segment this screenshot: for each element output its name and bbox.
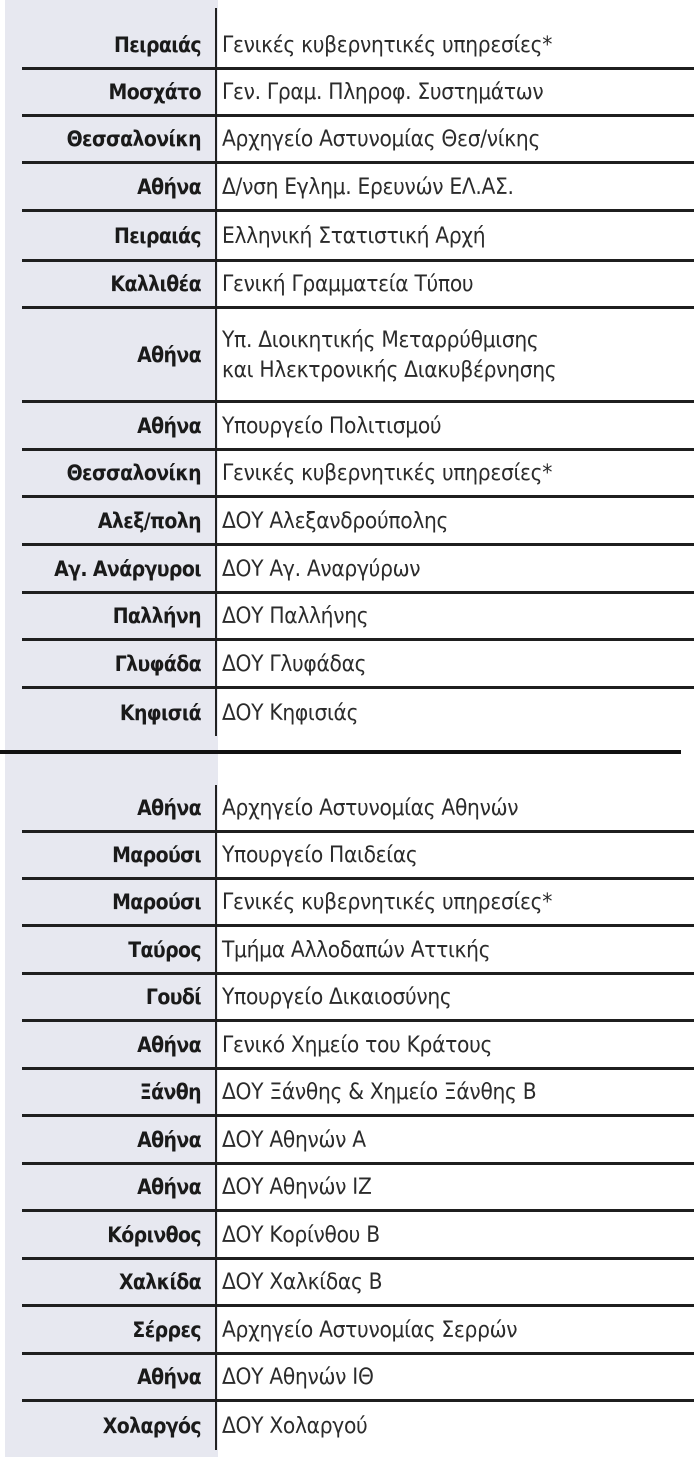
service-cell: Αρχηγείο Αστυνομίας Αθηνών — [222, 794, 519, 821]
service-cell: ΔΟΥ Αθηνών ΙΘ — [222, 1364, 374, 1390]
service-cell: Δ/νση Εγλημ. Ερευνών ΕΛ.ΑΣ. — [222, 173, 514, 200]
table-row — [22, 164, 694, 212]
location-cell: Αλεξ/πολη — [97, 508, 201, 533]
service-cell: Γεν. Γραμ. Πληροφ. Συστημάτων — [222, 79, 544, 105]
location-cell: Αθήνα — [137, 1032, 201, 1057]
location-cell: Καλλιθέα — [110, 272, 201, 296]
service-cell: ΔΟΥ Αθηνών Α — [222, 1126, 366, 1153]
location-cell: Κηφισιά — [119, 701, 201, 725]
service-cell: Υπουργείο Πολιτισμού — [222, 412, 442, 439]
location-cell: Χολαργός — [102, 1414, 201, 1438]
service-cell: ΔΟΥ Αλεξανδρούπολης — [222, 507, 449, 534]
location-cell: Αθήνα — [137, 174, 201, 199]
location-cell: Μαρούσι — [112, 890, 201, 914]
service-cell: ΔΟΥ Ξάνθης & Χημείο Ξάνθης Β — [222, 1079, 537, 1105]
location-cell: Κόρινθος — [107, 1222, 201, 1247]
service-cell: Υπουργείο Παιδείας — [222, 842, 418, 868]
location-cell: Μοσχάτο — [108, 80, 201, 104]
location-cell: Πειραιάς — [114, 32, 201, 57]
table-row — [22, 785, 694, 833]
service-cell: ΔΟΥ Αγ. Αναργύρων — [222, 555, 421, 582]
table-row — [22, 262, 694, 309]
service-cell: Γενικό Χημείο του Κράτους — [222, 1031, 493, 1058]
service-cell: ΔΟΥ Κορίνθου Β — [222, 1221, 380, 1248]
table-row — [22, 546, 694, 594]
location-cell: Μαρούσι — [112, 843, 201, 867]
location-cell: Αθήνα — [137, 795, 201, 820]
location-cell: Γουδί — [145, 985, 201, 1009]
service-cell: ΔΟΥ Κηφισιάς — [222, 700, 359, 726]
table-row — [22, 1070, 694, 1117]
table-row — [22, 212, 694, 262]
table-row — [22, 70, 694, 117]
service-cell: Γενική Γραμματεία Τύπου — [222, 271, 474, 297]
section-divider — [0, 750, 681, 754]
location-cell: Χαλκίδα — [118, 1270, 201, 1294]
service-line-2: και Ηλεκτρονικής Διακυβέρνησης — [222, 356, 557, 383]
location-cell: Ταύρος — [128, 937, 201, 962]
location-cell: Αθήνα — [137, 342, 201, 367]
service-cell: ΔΟΥ Αθηνών ΙΖ — [222, 1174, 372, 1200]
service-line-1: Υπ. Διοικητικής Μεταρρύθμισης — [222, 326, 539, 353]
table-row — [22, 1355, 694, 1402]
table-row — [22, 1165, 694, 1212]
table-row — [22, 1212, 694, 1260]
table-row — [22, 1022, 694, 1070]
table-row — [22, 975, 694, 1022]
location-cell: Αγ. Ανάργυροι — [54, 556, 201, 581]
table-row — [22, 594, 694, 641]
location-cell: Αθήνα — [137, 413, 201, 438]
table-row — [22, 451, 694, 498]
table-row — [22, 498, 694, 546]
table-row — [22, 1117, 694, 1165]
table-row — [22, 927, 694, 975]
service-cell: ΔΟΥ Χολαργού — [222, 1413, 368, 1439]
location-cell: Αθήνα — [137, 1175, 201, 1199]
service-cell — [208, 325, 556, 385]
table-row — [22, 22, 694, 70]
service-cell: ΔΟΥ Χαλκίδας Β — [222, 1269, 383, 1295]
table-row — [22, 641, 694, 689]
service-cell: Γενικές κυβερνητικές υπηρεσίες* — [222, 460, 553, 486]
location-cell: Αθήνα — [137, 1365, 201, 1389]
table-row — [22, 880, 694, 927]
location-cell: Σέρρες — [132, 1317, 201, 1342]
table-row — [22, 689, 694, 737]
service-cell: Αρχηγείο Αστυνομίας Θεσ/νίκης — [222, 126, 541, 152]
location-cell: Θεσσαλονίκη — [66, 127, 201, 151]
service-cell: Γενικές κυβερνητικές υπηρεσίες* — [222, 889, 553, 915]
location-cell: Ξάνθη — [139, 1080, 201, 1104]
table-row — [22, 833, 694, 880]
location-cell: Αθήνα — [137, 1127, 201, 1152]
service-cell: Τμήμα Αλλοδαπών Αττικής — [222, 936, 491, 963]
service-cell: Ελληνική Στατιστική Αρχή — [222, 222, 486, 249]
table-row — [22, 117, 694, 164]
service-cell: Αρχηγείο Αστυνομίας Σερρών — [222, 1316, 518, 1343]
table-row — [22, 1402, 694, 1450]
table-row — [22, 1307, 694, 1355]
location-cell: Θεσσαλονίκη — [66, 461, 201, 485]
location-cell: Πειραιάς — [114, 223, 201, 248]
service-cell: ΔΟΥ Παλλήνης — [222, 603, 369, 629]
table-row — [22, 309, 694, 403]
service-cell: Υπουργείο Δικαιοσύνης — [222, 984, 452, 1010]
location-cell: Γλυφάδα — [114, 651, 201, 676]
table-row — [22, 403, 694, 451]
service-cell: ΔΟΥ Γλυφάδας — [222, 650, 367, 677]
location-cell: Παλλήνη — [112, 604, 201, 628]
service-cell: Γενικές κυβερνητικές υπηρεσίες* — [222, 31, 553, 58]
table-row — [22, 1260, 694, 1307]
